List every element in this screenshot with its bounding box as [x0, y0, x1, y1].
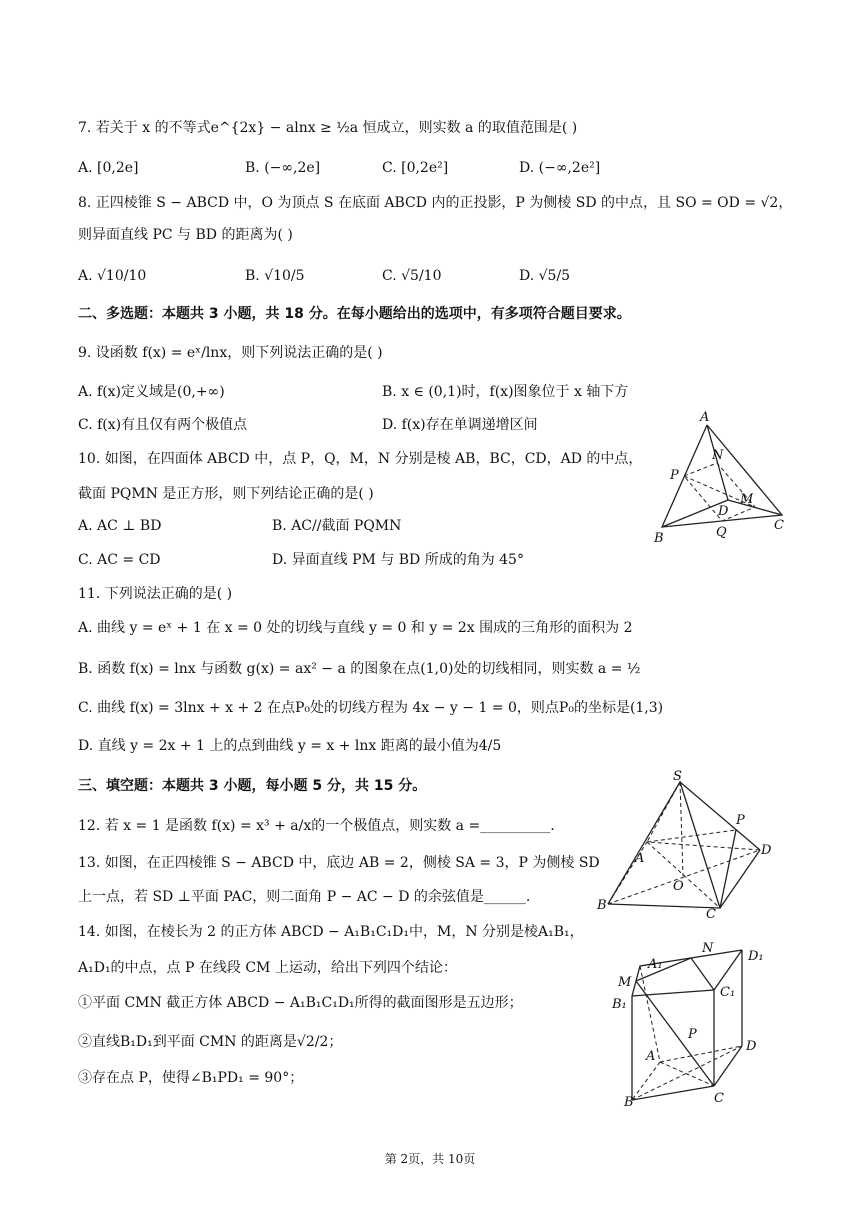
q13-stem-line1: 13. 如图，在正四棱锥 S − ABCD 中，底边 AB = 2，侧棱 SA = 3，P 为侧棱 SD [78, 855, 600, 871]
q8-stem-line2: 则异面直线 PC 与 BD 的距离为( ) [78, 227, 293, 243]
fig14-label-n: N [702, 941, 714, 956]
fig10-label-c: C [774, 518, 784, 533]
q11-option-b: B. 函数 f(x) = lnx 与函数 g(x) = ax² − a 的图象在点(1,0)处的切线相同，则实数 a = ½ [78, 661, 641, 677]
q8-option-d: D. √5/5 [519, 268, 571, 284]
fig10-label-b: B [654, 531, 664, 546]
hidden-edge-ad [660, 1046, 742, 1062]
q7-option-d: D. (−∞,2e²] [519, 160, 601, 176]
q8-option-b: B. √10/5 [245, 268, 305, 284]
fig14-label-c1: C₁ [720, 985, 736, 1000]
fig14-label-d: D [746, 1039, 757, 1054]
section-multiple-choice-heading: 二、多选题：本题共 3 小题，共 18 分。在每小题给出的选项中，有多项符合题目要求。 [78, 306, 631, 322]
q10-tetrahedron-figure [650, 405, 800, 545]
q8-option-c: C. √5/10 [382, 268, 442, 284]
fig14-label-m: M [618, 975, 632, 990]
fig14-label-b: B [624, 1095, 634, 1110]
q9-option-c: C. f(x)有且仅有两个极值点 [78, 417, 248, 433]
fig10-label-q: Q [716, 525, 727, 540]
segment-ap [647, 830, 736, 842]
q10-stem-line1: 10. 如图，在四面体 ABCD 中，点 P，Q，M，N 分别是棱 AB，BC，CD，AD 的中点， [78, 451, 643, 467]
q8-stem-line1: 8. 正四棱锥 S − ABCD 中，O 为顶点 S 在底面 ABCD 内的正投影，P 为侧棱 SD 的中点，且 SO = OD = √2， [78, 195, 793, 211]
q7-option-a: A. [0,2e] [78, 160, 139, 176]
page-footer: 第 2页，共 10页 [384, 1152, 476, 1166]
fig10-label-a: A [700, 410, 710, 425]
q11-option-d: D. 直线 y = 2x + 1 上的点到曲线 y = x + lnx 距离的最小值为4/5 [78, 738, 502, 754]
q14-stem-line1: 14. 如图，在棱长为 2 的正方体 ABCD − A₁B₁C₁D₁中，M，N 分别是棱A₁B₁， [78, 924, 584, 940]
q12-stem: 12. 若 x = 1 是函数 f(x) = x³ + a/x的一个极值点，则实数 a =__________. [78, 818, 555, 834]
q14-statement-2: ②直线B₁D₁到平面 CMN 的距离是√2/2； [78, 1034, 343, 1050]
fig10-label-d: D [718, 504, 729, 519]
q7-option-b: B. (−∞,2e] [245, 160, 321, 176]
fig14-label-a1: A₁ [648, 957, 663, 972]
segment-mc [636, 981, 714, 1086]
q14-statement-3: ③存在点 P，使得∠B₁PD₁ = 90°； [78, 1070, 304, 1086]
fig13-label-s: S [673, 769, 682, 784]
fig14-label-d1: D₁ [748, 949, 764, 964]
q8-option-a: A. √10/10 [78, 268, 147, 284]
q11-option-a: A. 曲线 y = eˣ + 1 在 x = 0 处的切线与直线 y = 0 和 y = 2x 围成的三角形的面积为 2 [78, 620, 633, 636]
q11-stem: 11. 下列说法正确的是( ) [78, 586, 233, 602]
edge-sd [680, 782, 760, 850]
q9-option-d: D. f(x)存在单调递增区间 [382, 417, 538, 433]
q9-option-a: A. f(x)定义域是(0,+∞) [78, 384, 225, 400]
q10-option-a: A. AC ⊥ BD [78, 518, 162, 534]
q13-stem-line2: 上一点，若 SD ⊥平面 PAC，则二面角 P − AC − D 的余弦值是______. [78, 889, 531, 905]
fig14-label-a: A [646, 1049, 656, 1064]
fig10-label-m: M [740, 492, 754, 507]
hidden-edges-ba-ad [608, 842, 760, 904]
diagonal-bd [608, 850, 760, 904]
fig10-label-n: N [712, 448, 724, 463]
fig13-label-p: P [736, 813, 745, 828]
q7-stem: 7. 若关于 x 的不等式e^{2x} − alnx ≥ ½a 恒成立，则实数 a 的取值范围是( ) [78, 120, 578, 136]
q9-stem: 9. 设函数 f(x) = eˣ/lnx，则下列说法正确的是( ) [78, 345, 383, 361]
fig13-label-b: B [597, 898, 607, 913]
q13-pyramid-figure [595, 768, 785, 922]
height-so [680, 782, 683, 876]
section-fill-in-heading: 三、填空题：本题共 3 小题，每小题 5 分，共 15 分。 [78, 778, 427, 794]
fig13-label-d: D [761, 843, 772, 858]
q10-option-c: C. AC = CD [78, 552, 161, 568]
hidden-edge-sa [647, 782, 680, 842]
q11-option-c: C. 曲线 f(x) = 3lnx + x + 2 在点P₀处的切线方程为 4x − y − 1 = 0，则点P₀的坐标是(1,3) [78, 700, 664, 716]
fig13-label-c: C [706, 907, 716, 922]
q10-option-d: D. 异面直线 PM 与 BD 所成的角为 45° [272, 552, 524, 568]
hidden-edges-a1-a-b [632, 966, 660, 1100]
edge-bc [632, 1086, 714, 1100]
q9-option-b: B. x ∈ (0,1)时，f(x)图象位于 x 轴下方 [382, 384, 629, 400]
edge-cd [714, 1046, 742, 1086]
fig13-label-a: A [635, 851, 645, 866]
fig14-label-b1: B₁ [612, 997, 627, 1012]
q7-option-c: C. [0,2e²] [382, 160, 449, 176]
q14-cube-figure [610, 938, 775, 1108]
q10-stem-line2: 截面 PQMN 是正方形，则下列结论正确的是( ) [78, 486, 374, 502]
q10-option-b: B. AC//截面 PQMN [272, 518, 402, 534]
fig10-label-p: P [670, 468, 679, 483]
q14-statement-1: ①平面 CMN 截正方体 ABCD − A₁B₁C₁D₁所得的截面图形是五边形； [78, 995, 523, 1011]
fig14-label-p: P [688, 1027, 697, 1042]
fig14-label-c: C [714, 1091, 724, 1106]
hidden-diagonal-ac [660, 1062, 714, 1086]
q14-stem-line2: A₁D₁的中点，点 P 在线段 CM 上运动，给出下列四个结论： [78, 960, 457, 976]
fig13-label-o: O [673, 879, 684, 894]
